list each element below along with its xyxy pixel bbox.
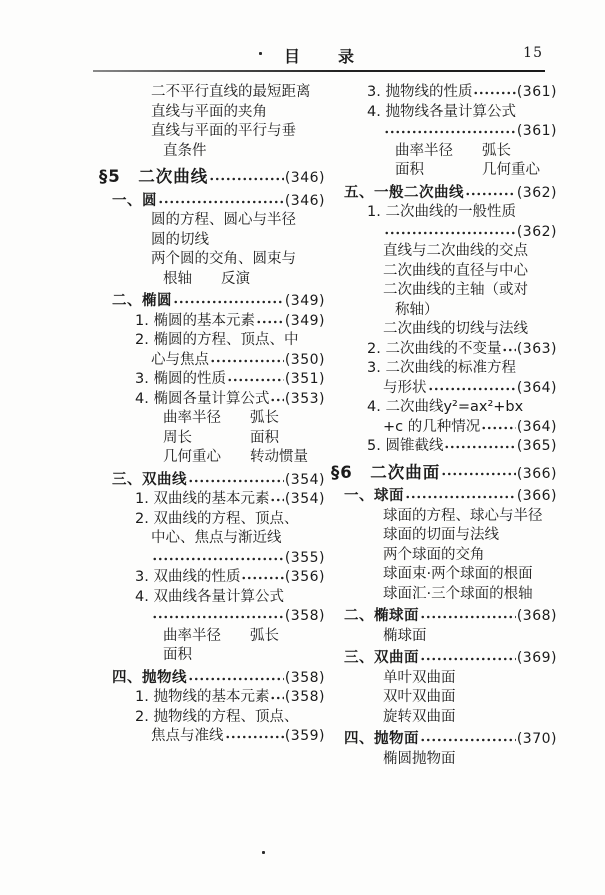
dot-leader bbox=[420, 610, 516, 625]
toc-entry bbox=[383, 546, 557, 566]
toc-entry bbox=[367, 398, 557, 418]
entry-title: 圆的切线 bbox=[151, 231, 209, 248]
dot-leader bbox=[173, 295, 284, 310]
toc-entry bbox=[383, 122, 557, 142]
entry-title: 四、抛物面 bbox=[344, 731, 419, 747]
entry-title: 4. 双曲线各量计算公式 bbox=[135, 588, 284, 605]
toc-entry bbox=[383, 379, 557, 399]
entry-title: §5 二次曲线 bbox=[99, 167, 209, 186]
entry-title: 5. 圆锥截线 bbox=[367, 438, 444, 454]
entry-title: 4. 二次曲线y²=ax²+bx bbox=[367, 399, 524, 415]
entry-title: 曲率半径 弧长 bbox=[163, 410, 279, 426]
entry-page: (356) bbox=[284, 569, 325, 585]
toc-entry bbox=[151, 549, 325, 569]
entry-page: (355) bbox=[284, 549, 325, 566]
toc-entry bbox=[135, 490, 325, 510]
toc-entry bbox=[135, 331, 325, 351]
entry-page: (353) bbox=[284, 390, 325, 407]
toc-entry bbox=[383, 627, 557, 647]
dot-leader bbox=[209, 170, 284, 187]
entry-page: (362) bbox=[516, 223, 557, 240]
toc-entry bbox=[151, 607, 325, 627]
entry-title: 球面汇·三个球面的根轴 bbox=[383, 585, 533, 602]
page-number: 15 bbox=[523, 45, 543, 61]
toc-entry bbox=[383, 708, 557, 728]
toc-entry bbox=[151, 211, 325, 231]
page-header bbox=[95, 44, 545, 68]
entry-page: (363) bbox=[516, 340, 557, 357]
toc-entry bbox=[344, 607, 557, 627]
entry-title: 两个圆的交角、圆束与 bbox=[151, 251, 296, 267]
dot-leader bbox=[188, 473, 284, 488]
dot-leader bbox=[502, 342, 515, 357]
entry-title: 二、椭圆 bbox=[112, 293, 172, 309]
entry-title: 4. 抛物线各量计算公式 bbox=[367, 103, 516, 120]
entry-title: 根轴 反演 bbox=[163, 270, 250, 287]
toc-entry bbox=[367, 359, 557, 379]
toc-entry bbox=[163, 646, 325, 666]
entry-title: 1. 二次曲线的一般性质 bbox=[367, 204, 516, 220]
toc-entry bbox=[383, 688, 557, 708]
dot-leader bbox=[158, 194, 284, 209]
entry-page: (362) bbox=[516, 184, 557, 201]
toc-entry bbox=[151, 529, 325, 549]
toc-entry bbox=[112, 669, 325, 689]
entry-page: (366) bbox=[516, 488, 557, 504]
toc-entry bbox=[112, 471, 325, 491]
entry-title: 3. 椭圆的性质 bbox=[135, 371, 226, 387]
toc-entry bbox=[135, 390, 325, 410]
toc-entry bbox=[151, 727, 325, 747]
entry-title: 3. 抛物线的性质 bbox=[367, 84, 473, 100]
entry-title: 2. 二次曲线的不变量 bbox=[367, 340, 502, 357]
entry-title: 面积 几何重心 bbox=[395, 162, 540, 178]
entry-title: §6 二次曲面 bbox=[331, 462, 441, 482]
toc-column-right bbox=[331, 83, 557, 769]
entry-title: 三、双曲线 bbox=[112, 471, 187, 488]
ink-speck bbox=[259, 52, 262, 55]
toc-entry bbox=[151, 103, 325, 123]
toc-entry bbox=[163, 142, 325, 162]
entry-title: 直线与平面的夹角 bbox=[151, 103, 267, 120]
entry-title: 3. 双曲线的性质 bbox=[135, 569, 241, 585]
entry-page: (349) bbox=[284, 312, 325, 329]
entry-title: 两个球面的交角 bbox=[383, 546, 485, 563]
entry-page: (370) bbox=[516, 731, 557, 747]
entry-title: 1. 抛物线的基本元素 bbox=[135, 689, 270, 705]
toc-entry bbox=[344, 730, 557, 750]
toc-entry bbox=[395, 142, 557, 162]
entry-page: (354) bbox=[284, 471, 325, 488]
entry-title: 4. 椭圆各量计算公式 bbox=[135, 390, 270, 407]
entry-title: 焦点与准线 bbox=[151, 728, 224, 744]
entry-title: 1. 椭圆的基本元素 bbox=[135, 312, 255, 329]
entry-title: 圆的方程、圆心与半径 bbox=[151, 212, 296, 228]
entry-page: (364) bbox=[516, 418, 557, 435]
dot-leader bbox=[465, 186, 516, 201]
toc-entry bbox=[151, 83, 325, 103]
toc-entry bbox=[367, 103, 557, 123]
entry-page: (354) bbox=[284, 491, 325, 507]
entry-title: 二次曲线的切线与法线 bbox=[383, 321, 528, 337]
toc-entry bbox=[395, 161, 557, 181]
dot-leader bbox=[420, 652, 516, 667]
entry-title: 称轴） bbox=[395, 301, 439, 318]
toc-entry bbox=[135, 708, 325, 728]
toc-entry bbox=[383, 507, 557, 527]
toc-entry bbox=[151, 351, 325, 371]
entry-title: 球面束·两个球面的根面 bbox=[383, 566, 533, 582]
page-title: 目 录 bbox=[283, 47, 356, 66]
toc-entry bbox=[151, 122, 325, 142]
dot-leader bbox=[270, 691, 283, 706]
entry-title: 二次曲线的直径与中心 bbox=[383, 262, 528, 279]
entry-title: 二、椭球面 bbox=[344, 608, 419, 624]
toc-entry bbox=[367, 83, 557, 103]
entry-page: (358) bbox=[284, 689, 325, 705]
entry-title: 球面的切面与法线 bbox=[383, 527, 499, 543]
dot-leader bbox=[210, 353, 284, 368]
toc-entry bbox=[135, 588, 325, 608]
dot-leader bbox=[473, 86, 515, 101]
entry-title: 二次曲线的主轴（或对 bbox=[383, 282, 528, 298]
dot-leader bbox=[441, 465, 516, 482]
toc-entry bbox=[367, 437, 557, 457]
toc-entry bbox=[383, 669, 557, 689]
toc-entry bbox=[135, 312, 325, 332]
dot-leader bbox=[428, 381, 516, 396]
entry-title: 1. 双曲线的基本元素 bbox=[135, 491, 270, 507]
dot-leader bbox=[256, 314, 284, 329]
entry-page: (351) bbox=[284, 371, 325, 387]
entry-page: (366) bbox=[516, 465, 557, 482]
entry-page: (368) bbox=[516, 608, 557, 624]
entry-title: 二不平行直线的最短距离 bbox=[151, 84, 311, 100]
toc-entry bbox=[367, 340, 557, 360]
dot-leader bbox=[444, 440, 515, 455]
dot-leader bbox=[384, 125, 516, 140]
toc-entry bbox=[135, 568, 325, 588]
entry-title: 面积 bbox=[163, 647, 192, 663]
entry-title: 3. 二次曲线的标准方程 bbox=[367, 360, 516, 376]
entry-title: 与形状 bbox=[383, 379, 427, 396]
entry-title: 椭球面 bbox=[383, 627, 427, 644]
entry-title: 中心、焦点与渐近线 bbox=[151, 530, 282, 546]
entry-page: (358) bbox=[284, 608, 325, 624]
toc-entry bbox=[383, 320, 557, 340]
toc-entry bbox=[163, 270, 325, 290]
toc-entry bbox=[135, 510, 325, 530]
entry-page: (369) bbox=[516, 650, 557, 666]
toc-entry bbox=[112, 292, 325, 312]
entry-page: (346) bbox=[284, 192, 325, 209]
toc-entry bbox=[163, 409, 325, 429]
toc-entry bbox=[344, 487, 557, 507]
entry-title: 直线与二次曲线的交点 bbox=[383, 243, 528, 259]
toc-entry bbox=[383, 223, 557, 243]
toc-entry bbox=[395, 301, 557, 321]
header-rule bbox=[93, 70, 545, 72]
toc-entry bbox=[383, 750, 557, 770]
toc-entry bbox=[383, 242, 557, 262]
toc-entry bbox=[331, 463, 557, 485]
toc-entry bbox=[151, 231, 325, 251]
dot-leader bbox=[405, 490, 516, 505]
entry-title: +c 的几种情况 bbox=[383, 418, 481, 435]
toc-entry bbox=[163, 627, 325, 647]
entry-title: 周长 面积 bbox=[163, 429, 279, 446]
dot-leader bbox=[481, 420, 516, 435]
toc-entry bbox=[112, 192, 325, 212]
dot-leader bbox=[188, 671, 284, 686]
entry-title: 直条件 bbox=[163, 142, 207, 159]
dot-leader bbox=[152, 551, 284, 566]
toc-entry bbox=[135, 688, 325, 708]
toc-entry bbox=[383, 526, 557, 546]
entry-title: 椭圆抛物面 bbox=[383, 750, 456, 767]
toc-entry bbox=[99, 167, 325, 189]
entry-page: (361) bbox=[516, 84, 557, 100]
entry-page: (358) bbox=[284, 669, 325, 686]
toc-entry bbox=[135, 370, 325, 390]
dot-leader bbox=[420, 733, 516, 748]
dot-leader bbox=[270, 392, 283, 407]
dot-leader bbox=[270, 493, 283, 508]
ink-speck bbox=[262, 851, 265, 854]
toc-entry bbox=[163, 448, 325, 468]
entry-title: 三、双曲面 bbox=[344, 650, 419, 666]
entry-title: 旋转双曲面 bbox=[383, 708, 456, 725]
entry-page: (364) bbox=[516, 379, 557, 396]
toc-entry bbox=[151, 250, 325, 270]
dot-leader bbox=[152, 610, 284, 625]
entry-page: (350) bbox=[284, 351, 325, 368]
entry-page: (359) bbox=[284, 728, 325, 744]
toc-entry bbox=[367, 203, 557, 223]
entry-title: 2. 双曲线的方程、顶点、 bbox=[135, 510, 299, 527]
entry-title: 球面的方程、球心与半径 bbox=[383, 507, 543, 524]
entry-page: (349) bbox=[284, 293, 325, 309]
toc-entry bbox=[383, 262, 557, 282]
dot-leader bbox=[227, 373, 284, 388]
entry-title: 曲率半径 弧长 bbox=[395, 142, 511, 159]
toc-entry bbox=[383, 281, 557, 301]
toc-entry bbox=[383, 565, 557, 585]
dot-leader bbox=[225, 730, 284, 745]
entry-title: 几何重心 转动惯量 bbox=[163, 449, 308, 465]
entry-page: (361) bbox=[516, 123, 557, 139]
entry-title: 2. 抛物线的方程、顶点、 bbox=[135, 708, 299, 725]
entry-title: 一、圆 bbox=[112, 192, 157, 209]
toc-column-left bbox=[99, 83, 325, 747]
entry-title: 曲率半径 弧长 bbox=[163, 627, 279, 644]
entry-title: 五、一般二次曲线 bbox=[344, 184, 464, 201]
toc-entry bbox=[163, 429, 325, 449]
toc-entry bbox=[344, 649, 557, 669]
entry-title: 心与焦点 bbox=[151, 351, 209, 368]
dot-leader bbox=[384, 225, 516, 240]
entry-title: 四、抛物线 bbox=[112, 669, 187, 686]
entry-title: 直线与平面的平行与垂 bbox=[151, 123, 296, 139]
entry-title: 2. 椭圆的方程、顶点、中 bbox=[135, 332, 299, 348]
toc-entry bbox=[383, 418, 557, 438]
toc-entry bbox=[383, 585, 557, 605]
entry-page: (346) bbox=[284, 170, 325, 186]
entry-title: 一、球面 bbox=[344, 488, 404, 504]
toc-entry bbox=[344, 184, 557, 204]
entry-title: 单叶双曲面 bbox=[383, 669, 456, 686]
entry-title: 双叶双曲面 bbox=[383, 689, 456, 705]
entry-page: (365) bbox=[516, 438, 557, 454]
dot-leader bbox=[241, 571, 283, 586]
